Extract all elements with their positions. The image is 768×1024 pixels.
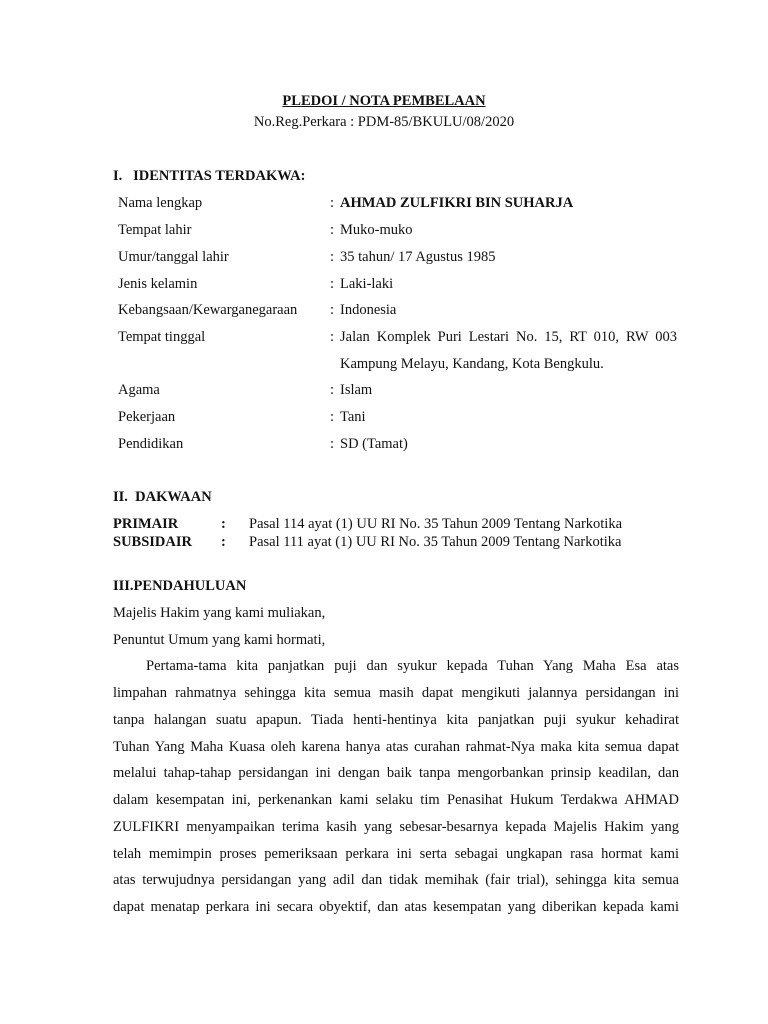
- identity-value: Kampung Melayu, Kandang, Kota Bengkulu.: [340, 356, 604, 372]
- paragraph-line: Tuhan Yang Maha Kuasa oleh karena hanya atas curahan rahmat-Nya maka kita semua dapat: [113, 739, 679, 755]
- identity-value: Muko-muko: [340, 222, 413, 238]
- paragraph-line: Pertama-tama kita panjatkan puji dan syukur kepada Tuhan Yang Maha Esa atas: [146, 658, 679, 674]
- identity-label: Tempat tinggal: [118, 329, 206, 345]
- paragraph-line: dalam kesempatan ini, perkenankan kami selaku tim Penasihat Hukum Terdakwa AHMAD: [113, 792, 679, 808]
- charge-label: SUBSIDAIR: [113, 534, 192, 550]
- identity-value: Islam: [340, 382, 373, 398]
- section-introduction-heading: III.PENDAHULUAN: [113, 578, 247, 594]
- identity-label: Umur/tanggal lahir: [118, 249, 229, 265]
- charge-colon: :: [221, 534, 226, 550]
- identity-value: Indonesia: [340, 302, 397, 318]
- identity-label: Jenis kelamin: [118, 276, 198, 292]
- section-identity-heading: I. IDENTITAS TERDAKWA:: [113, 168, 306, 184]
- identity-colon: :: [330, 409, 335, 425]
- identity-colon: :: [330, 302, 335, 318]
- section-charges-heading: II. DAKWAAN: [113, 489, 212, 505]
- identity-label: Agama: [118, 382, 160, 398]
- paragraph-line: dapat menatap perkara ini secara obyektif, dan atas kesempatan yang diberikan kepada kami: [113, 899, 679, 915]
- case-register-number: No.Reg.Perkara : PDM-85/BKULU/08/2020: [253, 114, 515, 130]
- identity-value: Laki-laki: [340, 276, 394, 292]
- identity-colon: :: [330, 249, 335, 265]
- identity-label: Pekerjaan: [118, 409, 176, 425]
- identity-colon: :: [330, 329, 335, 345]
- paragraph-line: tanpa halangan suatu apapun. Tiada henti-hentinya kita panjatkan puji syukur kehadirat: [113, 712, 679, 728]
- document-title: PLEDOI / NOTA PEMBELAAN: [282, 93, 486, 109]
- charge-colon: :: [221, 516, 226, 532]
- paragraph-line: melalui tahap-tahap persidangan ini dengan baik tanpa mengorbankan prinsip keadilan, dan: [113, 765, 679, 781]
- identity-colon: :: [330, 195, 335, 211]
- salutation-prosecutor: Penuntut Umum yang kami hormati,: [113, 632, 326, 648]
- paragraph-line: atas terwujudnya persidangan yang adil dan tidak memihak (fair trial), sehingga kita semua: [113, 872, 679, 888]
- identity-value: 35 tahun/ 17 Agustus 1985: [340, 249, 496, 265]
- salutation-judges: Majelis Hakim yang kami muliakan,: [113, 605, 326, 621]
- paragraph-line: ZULFIKRI menyampaikan terima kasih yang sebesar-besarnya kepada Majelis Hakim yang: [113, 819, 679, 835]
- identity-colon: :: [330, 222, 335, 238]
- charge-label: PRIMAIR: [113, 516, 179, 532]
- defendant-name: AHMAD ZULFIKRI BIN SUHARJA: [340, 195, 574, 211]
- identity-label: Pendidikan: [118, 436, 184, 452]
- identity-label: Nama lengkap: [118, 195, 203, 211]
- identity-colon: :: [330, 382, 335, 398]
- charge-text: Pasal 111 ayat (1) UU RI No. 35 Tahun 2009 Tentang Narkotika: [249, 534, 622, 550]
- identity-value: Jalan Komplek Puri Lestari No. 15, RT 010, RW 003: [340, 329, 677, 345]
- charge-text: Pasal 114 ayat (1) UU RI No. 35 Tahun 2009 Tentang Narkotika: [249, 516, 623, 532]
- identity-value: SD (Tamat): [340, 436, 408, 452]
- paragraph-line: telah memimpin proses pemeriksaan perkara ini serta sebagai ungkapan rasa hormat kami: [113, 846, 679, 862]
- identity-colon: :: [330, 276, 335, 292]
- identity-label: Tempat lahir: [118, 222, 192, 238]
- identity-label: Kebangsaan/Kewarganegaraan: [118, 302, 298, 318]
- paragraph-line: limpahan rahmatnya sehingga kita semua masih dapat mengikuti jalannya persidangan ini: [113, 685, 679, 701]
- identity-colon: :: [330, 436, 335, 452]
- identity-value: Tani: [340, 409, 366, 425]
